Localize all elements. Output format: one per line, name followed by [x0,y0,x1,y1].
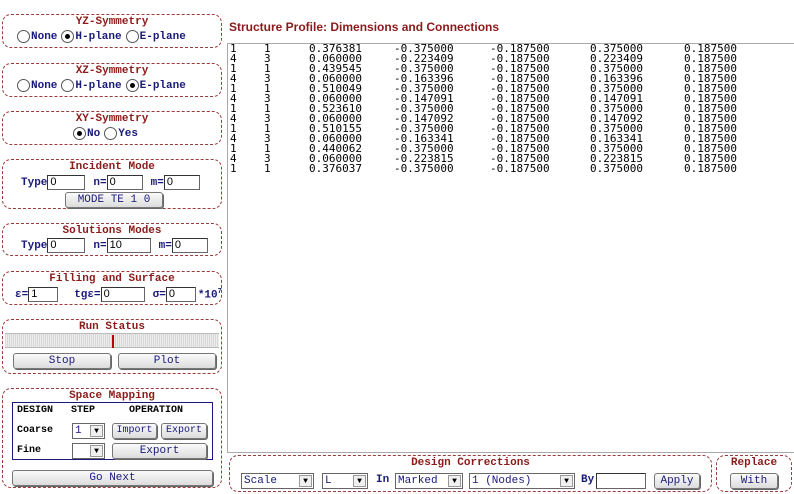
table-cell: 0.375000 [590,62,643,75]
fine-export-button[interactable]: Export [112,443,207,459]
coarse-export-button[interactable]: Export [161,423,207,439]
replace-title: Replace [730,457,778,469]
fine-step-select[interactable] [72,443,105,459]
table-cell: 1 [264,162,271,175]
sigma-unit-exponent: 7 [217,287,222,296]
table-cell: 0.510155 [309,122,362,135]
xz-hplane-option[interactable]: H-plane [61,79,121,92]
table-cell: 0.060000 [309,112,362,125]
design-column-header: DESIGN [17,405,54,416]
table-cell: 3 [264,112,271,125]
space-mapping-title: Space Mapping [69,390,155,402]
structure-profile-table [228,44,774,174]
table-cell: 0.375000 [590,82,643,95]
table-cell: 0.187500 [684,162,737,175]
xz-eplane-option[interactable]: E-plane [126,79,186,92]
replace-panel [716,455,792,492]
table-cell: -0.375000 [394,162,454,175]
table-cell: 0.510049 [309,82,362,95]
table-cell: 4 [230,152,237,165]
sigma-label: σ= [152,288,166,301]
table-cell: 1 [264,62,271,75]
go-next-button[interactable]: Go Next [12,470,213,486]
epsilon-input[interactable]: 1 [28,287,58,302]
chevron-down-icon[interactable]: ▼ [560,475,573,487]
table-cell: 1 [230,162,237,175]
tg-epsilon-label: tgε= [74,288,101,301]
table-cell: -0.187500 [490,62,550,75]
radio-selected-icon[interactable] [73,127,86,140]
table-cell: -0.187500 [490,122,550,135]
xz-symmetry-options [17,79,190,92]
table-cell: 1 [264,102,271,115]
xy-symmetry-options [73,127,142,140]
table-cell: 1 [230,82,237,95]
incident-mode-panel [2,159,222,209]
table-cell: 0.375000 [590,142,643,155]
tg-epsilon-input[interactable]: 0 [101,287,145,302]
table-cell: 0.187500 [684,112,737,125]
xy-no-option[interactable]: No [73,127,100,140]
marked-select[interactable] [395,473,463,489]
table-cell: -0.187500 [490,142,550,155]
chevron-down-icon[interactable]: ▼ [90,425,103,437]
table-cell: 1 [230,142,237,155]
table-cell: -0.187500 [490,132,550,145]
chevron-down-icon[interactable]: ▼ [448,475,461,487]
table-cell: -0.187500 [490,92,550,105]
table-cell: 0.523610 [309,102,362,115]
coarse-label: Coarse [17,425,54,436]
solutions-type-label: Type [21,239,48,252]
step-column-header: STEP [71,405,96,416]
design-corrections-title: Design Corrections [411,457,530,469]
table-cell: 0.147091 [590,92,643,105]
sigma-unit-base: *10 [197,289,218,302]
table-cell: 0.187500 [684,52,737,65]
solutions-n-label: n= [93,239,107,252]
by-input[interactable] [596,473,646,489]
table-cell: 0.163341 [590,132,643,145]
table-cell: 0.376381 [309,43,362,55]
table-cell: -0.147091 [394,92,454,105]
table-cell: 1 [264,82,271,95]
radio-icon[interactable] [17,30,30,43]
yz-symmetry-options [17,30,190,43]
filling-surface-title: Filling and Surface [49,273,175,285]
radio-icon[interactable] [17,79,30,92]
incident-n-label: n= [93,176,107,189]
structure-profile-output[interactable] [227,43,794,453]
epsilon-label: ε= [15,288,29,301]
chevron-down-icon[interactable]: ▼ [353,475,366,487]
table-cell: -0.375000 [394,142,454,155]
chevron-down-icon[interactable]: ▼ [90,445,103,457]
table-cell: -0.163396 [394,72,454,85]
table-cell: 1 [230,62,237,75]
table-cell: 0.187500 [684,142,737,155]
radio-icon[interactable] [104,127,117,140]
table-cell: 4 [230,92,237,105]
table-cell: -0.187500 [490,162,550,175]
table-cell: 3 [264,132,271,145]
table-cell: 0.187500 [684,132,737,145]
table-cell: -0.187500 [490,152,550,165]
xz-symmetry-panel [2,63,222,97]
filling-surface-fields [15,287,222,302]
in-label: In [376,474,390,486]
yz-hplane-option[interactable]: H-plane [61,30,121,43]
solutions-m-label: m= [158,239,172,252]
table-cell: 3 [264,152,271,165]
table-cell: -0.187500 [490,43,550,55]
sigma-input[interactable]: 0 [166,287,196,302]
mode-button[interactable]: MODE TE 1 0 [65,192,163,208]
plot-button[interactable]: Plot [118,353,216,369]
table-row [228,164,774,174]
table-cell: -0.375000 [394,122,454,135]
table-cell: 1 [230,102,237,115]
progress-marker [112,335,114,348]
run-progress-bar [5,333,219,348]
table-cell: 0.375000 [590,102,643,115]
design-corrections-panel [229,455,712,492]
table-cell: 0.223815 [590,152,643,165]
table-cell: 0.440062 [309,142,362,155]
table-cell: 0.163396 [590,72,643,85]
xy-yes-option[interactable]: Yes [104,127,138,140]
table-cell: 0.060000 [309,152,362,165]
table-cell: 0.060000 [309,92,362,105]
solutions-n-input[interactable]: 10 [107,238,151,253]
table-cell: 0.187500 [684,92,737,105]
sigma-unit [198,288,222,302]
table-cell: -0.375000 [394,82,454,95]
nodes-select[interactable] [469,473,575,489]
with-button[interactable]: With [730,473,778,489]
table-cell: 3 [264,72,271,85]
incident-m-label: m= [150,176,164,189]
chevron-down-icon[interactable]: ▼ [299,475,312,487]
table-cell: 0.223409 [590,52,643,65]
table-cell: -0.375000 [394,62,454,75]
radio-icon[interactable] [126,30,139,43]
yz-symmetry-panel [2,14,222,48]
incident-mode-fields [21,175,200,190]
table-cell: 0.187500 [684,102,737,115]
space-mapping-panel [2,388,222,488]
table-cell: 4 [230,72,237,85]
xz-none-option[interactable]: None [17,79,57,92]
table-cell: -0.223409 [394,52,454,65]
table-cell: 3 [264,92,271,105]
filling-surface-panel [2,271,222,305]
radio-selected-icon[interactable] [126,79,139,92]
parameter-select[interactable] [322,473,368,489]
table-cell: 0.187500 [684,72,737,85]
solutions-type-input[interactable]: 0 [47,238,85,253]
radio-selected-icon[interactable] [61,30,74,43]
radio-icon[interactable] [61,79,74,92]
coarse-step-value: 1 [75,425,82,437]
table-cell: -0.187500 [490,102,550,115]
nodes-value: 1 (Nodes) [472,475,532,487]
table-cell: 4 [230,52,237,65]
xy-symmetry-title: XY-Symmetry [75,113,149,125]
fine-label: Fine [17,445,42,456]
operation-column-header: OPERATION [129,405,184,416]
table-cell: -0.163341 [394,132,454,145]
table-cell: 0.060000 [309,132,362,145]
solutions-modes-fields [21,238,208,253]
table-cell: 0.439545 [309,62,362,75]
marked-value: Marked [398,475,438,487]
scale-value: Scale [244,475,278,487]
xy-symmetry-panel [2,111,222,145]
table-cell: -0.223815 [394,152,454,165]
table-cell: -0.375000 [394,102,454,115]
table-cell: 0.376037 [309,162,362,175]
table-cell: -0.187500 [490,112,550,125]
scale-select[interactable] [241,473,314,489]
incident-n-input[interactable]: 0 [107,175,143,190]
table-cell: -0.187500 [490,72,550,85]
table-cell: 0.147092 [590,112,643,125]
run-status-panel [2,319,222,374]
table-cell: -0.187500 [490,52,550,65]
yz-none-option[interactable]: None [17,30,57,43]
table-cell: 0.187500 [684,122,737,135]
yz-symmetry-title: YZ-Symmetry [75,16,149,28]
table-cell: 1 [264,122,271,135]
table-cell: 1 [230,43,237,55]
table-cell: 0.187500 [684,43,737,55]
run-status-title: Run Status [78,321,145,333]
table-cell: -0.375000 [394,43,454,55]
table-cell: 0.187500 [684,152,737,165]
table-cell: 0.187500 [684,62,737,75]
table-cell: -0.147092 [394,112,454,125]
yz-eplane-option[interactable]: E-plane [126,30,186,43]
space-mapping-grid [12,402,213,460]
xz-symmetry-title: XZ-Symmetry [75,65,149,77]
table-cell: 0.375000 [590,122,643,135]
import-button[interactable]: Import [112,423,157,439]
incident-m-input[interactable]: 0 [164,175,200,190]
apply-button[interactable]: Apply [654,473,700,489]
table-cell: 0.375000 [590,43,643,55]
incident-type-input[interactable]: 0 [47,175,85,190]
solutions-modes-title: Solutions Modes [62,225,162,237]
solutions-modes-panel [2,223,222,256]
by-label: By [581,474,595,486]
table-cell: 4 [230,132,237,145]
table-cell: 0.375000 [590,162,643,175]
page-title: Structure Profile: Dimensions and Connections [229,20,500,34]
table-cell: 0.060000 [309,52,362,65]
table-cell: 1 [264,43,271,55]
incident-type-label: Type [21,176,48,189]
table-cell: 0.187500 [684,82,737,95]
table-cell: 1 [264,142,271,155]
coarse-step-select[interactable] [72,423,105,439]
table-cell: -0.187500 [490,82,550,95]
table-cell: 0.060000 [309,72,362,85]
parameter-value: L [325,475,332,487]
incident-mode-title: Incident Mode [69,161,155,173]
table-cell: 3 [264,52,271,65]
solutions-m-input[interactable]: 0 [172,238,208,253]
table-cell: 1 [230,122,237,135]
stop-button[interactable]: Stop [13,353,111,369]
table-cell: 4 [230,112,237,125]
